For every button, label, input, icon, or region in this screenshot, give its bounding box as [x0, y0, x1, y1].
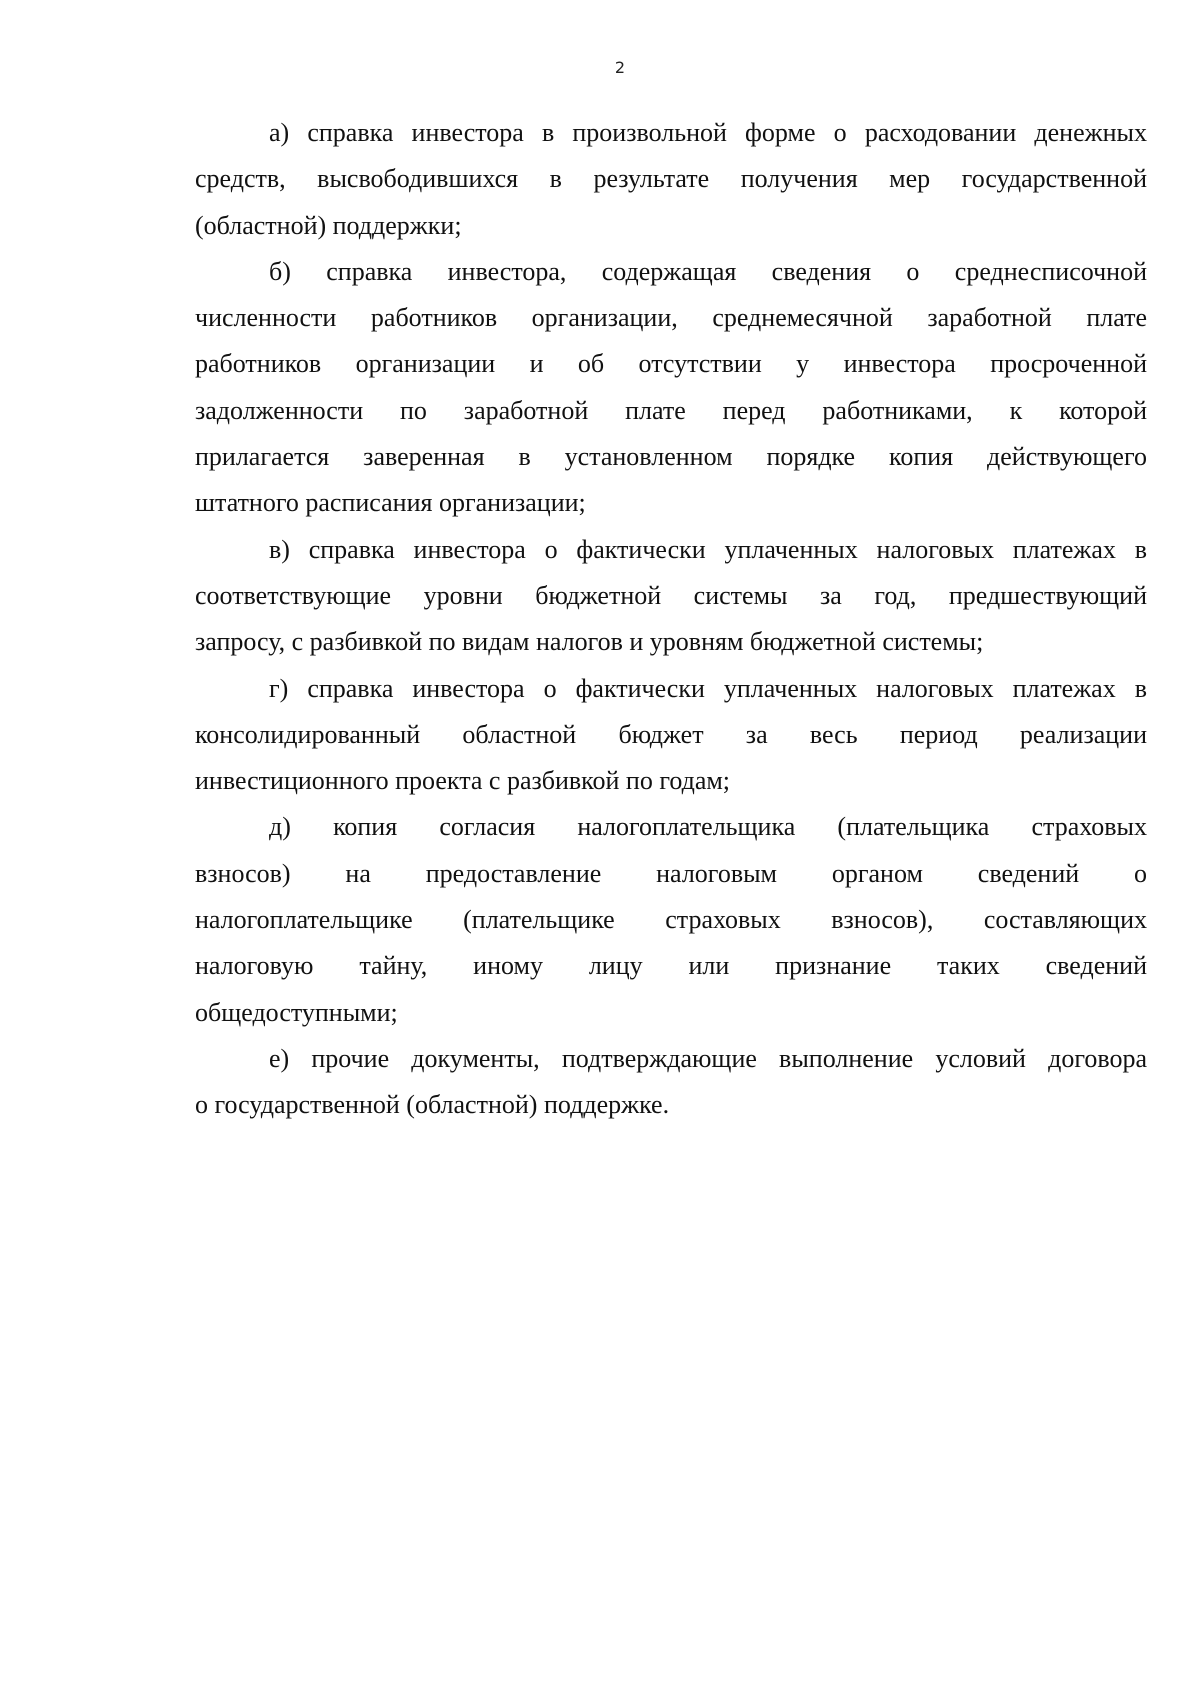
paragraph-v	[195, 527, 1147, 666]
paragraph-line: общедоступными;	[195, 997, 398, 1027]
paragraph-line: прилагается заверенная в установленном порядке копия действующего	[195, 442, 1147, 472]
paragraph-e	[195, 1036, 1147, 1129]
document-body	[195, 110, 1147, 1129]
page-number: 2	[614, 58, 626, 77]
paragraph-b	[195, 249, 1147, 527]
paragraph-line: взносов) на предоставление налоговым органом сведений о	[195, 858, 1147, 888]
paragraph-line: штатного расписания организации;	[195, 488, 586, 518]
paragraph-line: е) прочие документы, подтверждающие выполнение условий договора	[269, 1043, 1147, 1073]
paragraph-line: (областной) поддержки;	[195, 210, 462, 240]
paragraph-line: консолидированный областной бюджет за весь период реализации	[195, 719, 1147, 749]
paragraph-line: налоговую тайну, иному лицу или признание таких сведений	[195, 951, 1147, 981]
paragraph-line: налогоплательщике (плательщике страховых взносов), составляющих	[195, 905, 1147, 935]
paragraph-line: инвестиционного проекта с разбивкой по годам;	[195, 766, 731, 796]
paragraph-line: в) справка инвестора о фактически уплаченных налоговых платежах в	[269, 534, 1147, 564]
paragraph-d	[195, 804, 1147, 1035]
paragraph-line: средств, высвободившихся в результате получения мер государственной	[195, 164, 1147, 194]
paragraph-line: д) копия согласия налогоплательщика (плательщика страховых	[269, 812, 1147, 842]
paragraph-line: задолженности по заработной плате перед работниками, к которой	[195, 395, 1147, 425]
paragraph-line: соответствующие уровни бюджетной системы за год, предшествующий	[195, 580, 1147, 610]
paragraph-a	[195, 110, 1147, 249]
paragraph-g	[195, 666, 1147, 805]
paragraph-line: б) справка инвестора, содержащая сведения о среднесписочной	[269, 256, 1147, 286]
paragraph-line: г) справка инвестора о фактически уплаченных налоговых платежах в	[269, 673, 1147, 703]
paragraph-line: численности работников организации, среднемесячной заработной плате	[195, 303, 1147, 333]
paragraph-line: работников организации и об отсутствии у инвестора просроченной	[195, 349, 1147, 379]
paragraph-line: запросу, с разбивкой по видам налогов и уровням бюджетной системы;	[195, 627, 984, 657]
paragraph-line: а) справка инвестора в произвольной форме о расходовании денежных	[269, 118, 1147, 147]
paragraph-line: о государственной (областной) поддержке.	[195, 1090, 670, 1120]
